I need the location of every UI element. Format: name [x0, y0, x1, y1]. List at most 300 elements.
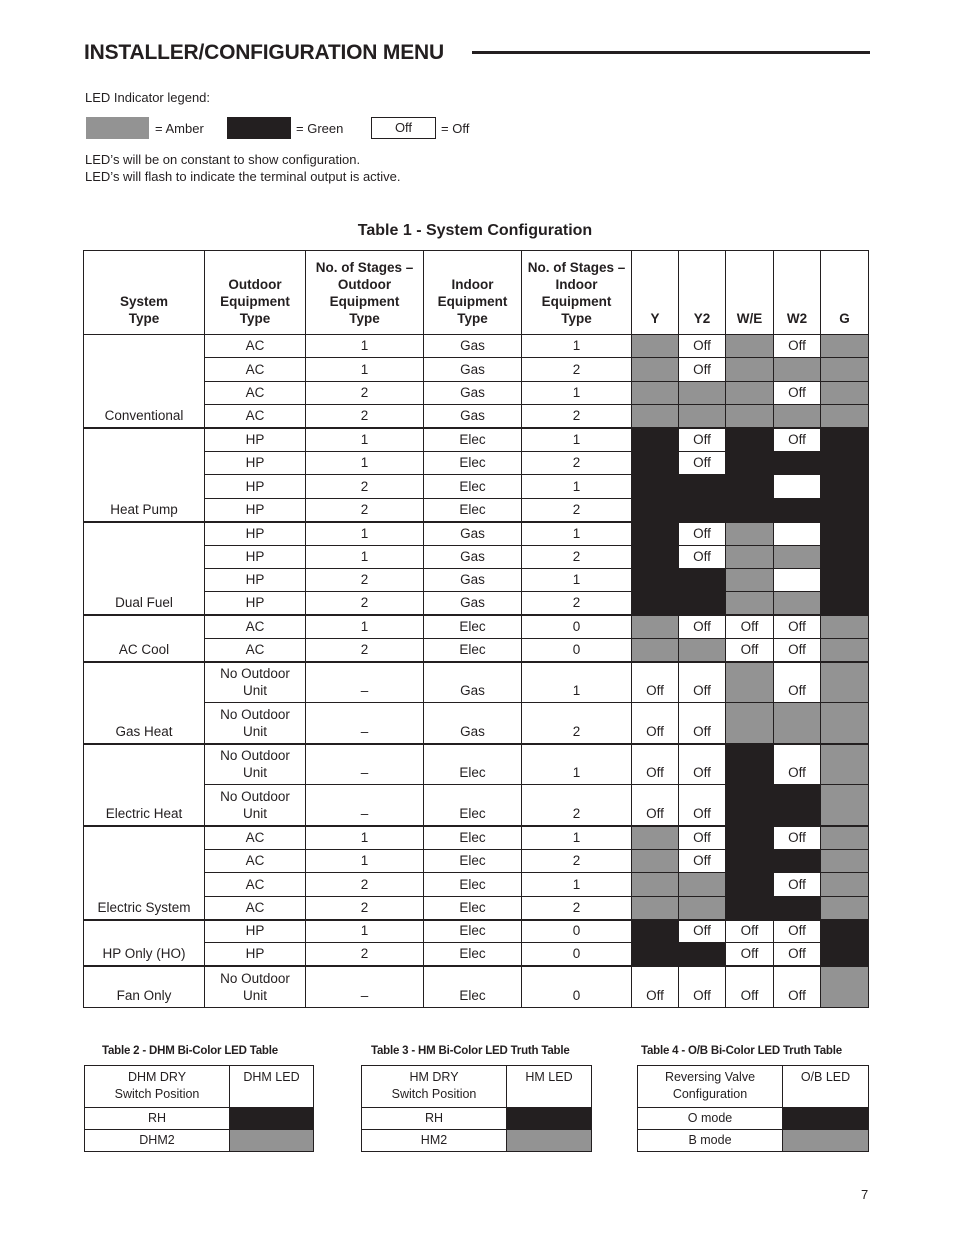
led-y2-off: Off [679, 335, 726, 358]
led-y-green [632, 428, 679, 451]
led-y2-off: Off [679, 358, 726, 381]
outdoor-stages-cell: 1 [306, 826, 424, 849]
table3-header-switch: HM DRY Switch Position [362, 1066, 507, 1108]
indoor-type-cell: Gas [424, 568, 522, 591]
table-row [362, 1130, 592, 1152]
outdoor-stages-cell: 2 [306, 943, 424, 966]
led-w-e-green [726, 849, 774, 872]
table2-header-led: DHM LED [230, 1066, 314, 1108]
indoor-type-cell: Elec [424, 873, 522, 896]
outdoor-stages-cell: 2 [306, 498, 424, 521]
led-w-e-green [726, 826, 774, 849]
led-w-e-green [726, 451, 774, 474]
led-y-amber [632, 896, 679, 919]
indoor-stages-cell: 1 [522, 522, 632, 545]
led-y-off: Off [632, 662, 679, 703]
outdoor-stages-cell: 2 [306, 896, 424, 919]
header-y: Y [632, 251, 679, 335]
led-w2-amber [774, 405, 821, 428]
legend-label: LED Indicator legend: [85, 90, 211, 105]
led-w-e-off: Off [726, 639, 774, 662]
table-row [85, 1130, 314, 1152]
outdoor-stages-cell: 1 [306, 920, 424, 943]
table3-row-label: RH [362, 1108, 507, 1130]
led-y-off: Off [632, 785, 679, 826]
led-y2-green [679, 498, 726, 521]
outdoor-stages-cell: – [306, 662, 424, 703]
system-type-cell: AC Cool [84, 615, 205, 662]
led-y2-amber [679, 405, 726, 428]
led-g-amber [821, 662, 869, 703]
indoor-stages-cell: 2 [522, 545, 632, 568]
led-w-e-amber [726, 662, 774, 703]
outdoor-stages-cell: 1 [306, 335, 424, 358]
outdoor-type-cell: HP [205, 920, 306, 943]
indoor-type-cell: Elec [424, 428, 522, 451]
outdoor-type-cell: AC [205, 335, 306, 358]
outdoor-type-cell: No Outdoor Unit [205, 966, 306, 1007]
outdoor-stages-cell: – [306, 744, 424, 785]
outdoor-stages-cell: 1 [306, 522, 424, 545]
header-rule [472, 51, 870, 54]
outdoor-type-cell: No Outdoor Unit [205, 744, 306, 785]
indoor-type-cell: Gas [424, 662, 522, 703]
led-w2-off: Off [774, 966, 821, 1007]
outdoor-type-cell: HP [205, 943, 306, 966]
outdoor-type-cell: AC [205, 826, 306, 849]
page-title: INSTALLER/CONFIGURATION MENU [84, 41, 444, 64]
outdoor-type-cell: HP [205, 545, 306, 568]
table-row [84, 744, 869, 785]
led-w2-off: Off [774, 639, 821, 662]
indoor-type-cell: Gas [424, 405, 522, 428]
indoor-stages-cell: 1 [522, 475, 632, 498]
indoor-stages-cell: 2 [522, 405, 632, 428]
outdoor-type-cell: HP [205, 522, 306, 545]
green-legend-text: = Green [296, 121, 344, 136]
indoor-stages-cell: 1 [522, 662, 632, 703]
led-cell-amber [507, 1130, 592, 1152]
outdoor-stages-cell: 1 [306, 615, 424, 638]
led-w-e-amber [726, 335, 774, 358]
indoor-stages-cell: 0 [522, 920, 632, 943]
indoor-type-cell: Gas [424, 335, 522, 358]
table3-header-led: HM LED [507, 1066, 592, 1108]
led-y2-off: Off [679, 966, 726, 1007]
indoor-type-cell: Gas [424, 522, 522, 545]
indoor-stages-cell: 0 [522, 615, 632, 638]
table-row [85, 1108, 314, 1130]
indoor-stages-cell: 2 [522, 703, 632, 744]
table4-row-label: B mode [638, 1130, 783, 1152]
led-y-green [632, 545, 679, 568]
indoor-stages-cell: 2 [522, 896, 632, 919]
header-g: G [821, 251, 869, 335]
led-w-e-off: Off [726, 943, 774, 966]
table1-header-row [84, 251, 869, 335]
table2-row-label: RH [85, 1108, 230, 1130]
outdoor-stages-cell: – [306, 785, 424, 826]
led-g-amber [821, 826, 869, 849]
amber-legend-text: = Amber [155, 121, 204, 136]
outdoor-stages-cell: 1 [306, 428, 424, 451]
led-y2-green [679, 943, 726, 966]
led-w2-blank [774, 568, 821, 591]
led-w2-amber [774, 358, 821, 381]
off-legend-text: = Off [441, 121, 470, 136]
led-y2-green [679, 475, 726, 498]
led-y-amber [632, 639, 679, 662]
led-g-amber [821, 381, 869, 404]
led-w-e-amber [726, 592, 774, 615]
led-g-amber [821, 966, 869, 1007]
led-y2-green [679, 568, 726, 591]
indoor-stages-cell: 1 [522, 335, 632, 358]
table4-title: Table 4 - O/B Bi-Color LED Truth Table [641, 1045, 842, 1057]
table-row [638, 1130, 869, 1152]
led-w-e-amber [726, 358, 774, 381]
led-g-green [821, 451, 869, 474]
outdoor-stages-cell: – [306, 966, 424, 1007]
led-g-amber [821, 744, 869, 785]
outdoor-type-cell: HP [205, 475, 306, 498]
indoor-type-cell: Gas [424, 592, 522, 615]
indoor-type-cell: Elec [424, 920, 522, 943]
led-y2-off: Off [679, 920, 726, 943]
led-w2-green [774, 498, 821, 521]
led-g-green [821, 475, 869, 498]
header-w-e: W/E [726, 251, 774, 335]
table-row [362, 1108, 592, 1130]
led-w2-off: Off [774, 335, 821, 358]
table3-title: Table 3 - HM Bi-Color LED Truth Table [371, 1045, 570, 1057]
led-w-e-green [726, 475, 774, 498]
led-w-e-green [726, 785, 774, 826]
led-y2-amber [679, 873, 726, 896]
led-g-amber [821, 896, 869, 919]
led-w2-amber [774, 545, 821, 568]
outdoor-type-cell: No Outdoor Unit [205, 785, 306, 826]
led-w-e-green [726, 896, 774, 919]
table-row [638, 1108, 869, 1130]
system-type-cell: Fan Only [84, 966, 205, 1007]
table-row [84, 662, 869, 703]
indoor-type-cell: Elec [424, 826, 522, 849]
table-row [84, 335, 869, 358]
led-g-green [821, 568, 869, 591]
led-w2-blank [774, 522, 821, 545]
led-g-amber [821, 615, 869, 638]
table4-row-label: O mode [638, 1108, 783, 1130]
led-y-amber [632, 873, 679, 896]
amber-swatch [86, 117, 149, 139]
indoor-stages-cell: 2 [522, 358, 632, 381]
outdoor-type-cell: AC [205, 358, 306, 381]
header-system-type: System Type [84, 251, 205, 335]
indoor-stages-cell: 0 [522, 966, 632, 1007]
off-swatch: Off [371, 117, 436, 139]
outdoor-stages-cell: 1 [306, 849, 424, 872]
outdoor-type-cell: AC [205, 873, 306, 896]
indoor-type-cell: Gas [424, 703, 522, 744]
indoor-type-cell: Elec [424, 849, 522, 872]
indoor-stages-cell: 2 [522, 849, 632, 872]
outdoor-stages-cell: 1 [306, 358, 424, 381]
led-w-e-amber [726, 703, 774, 744]
outdoor-type-cell: No Outdoor Unit [205, 703, 306, 744]
led-g-amber [821, 785, 869, 826]
led-w2-off: Off [774, 662, 821, 703]
table1-title: Table 1 - System Configuration [357, 222, 593, 239]
outdoor-stages-cell: 2 [306, 381, 424, 404]
led-w2-off: Off [774, 826, 821, 849]
indoor-type-cell: Elec [424, 498, 522, 521]
led-w2-off: Off [774, 381, 821, 404]
outdoor-type-cell: AC [205, 405, 306, 428]
led-w-e-off: Off [726, 615, 774, 638]
led-cell-amber [783, 1130, 869, 1152]
outdoor-stages-cell: 2 [306, 405, 424, 428]
led-w2-off: Off [774, 744, 821, 785]
indoor-stages-cell: 1 [522, 744, 632, 785]
table2-header-switch: DHM DRY Switch Position [85, 1066, 230, 1108]
outdoor-type-cell: AC [205, 381, 306, 404]
outdoor-stages-cell: 2 [306, 475, 424, 498]
led-g-amber [821, 405, 869, 428]
system-type-cell: Electric Heat [84, 744, 205, 826]
header-indoor-stages: No. of Stages – Indoor Equipment Type [522, 251, 632, 335]
led-y2-off: Off [679, 615, 726, 638]
led-w-e-amber [726, 522, 774, 545]
table-row [84, 966, 869, 1007]
led-w-e-amber [726, 545, 774, 568]
indoor-type-cell: Elec [424, 615, 522, 638]
outdoor-stages-cell: 2 [306, 592, 424, 615]
led-g-amber [821, 639, 869, 662]
indoor-stages-cell: 2 [522, 785, 632, 826]
led-g-amber [821, 873, 869, 896]
page-number: 7 [861, 1187, 869, 1202]
table1-body [84, 335, 869, 1008]
outdoor-type-cell: AC [205, 849, 306, 872]
outdoor-type-cell: HP [205, 428, 306, 451]
led-w-e-amber [726, 381, 774, 404]
led-w2-green [774, 451, 821, 474]
table3-row-label: HM2 [362, 1130, 507, 1152]
indoor-stages-cell: 2 [522, 451, 632, 474]
outdoor-type-cell: AC [205, 896, 306, 919]
led-y2-amber [679, 381, 726, 404]
indoor-type-cell: Elec [424, 451, 522, 474]
outdoor-type-cell: No Outdoor Unit [205, 662, 306, 703]
indoor-type-cell: Elec [424, 785, 522, 826]
table-row [84, 428, 869, 451]
outdoor-type-cell: AC [205, 615, 306, 638]
system-type-cell: HP Only (HO) [84, 920, 205, 967]
led-w2-green [774, 785, 821, 826]
led-w2-off: Off [774, 943, 821, 966]
indoor-stages-cell: 2 [522, 592, 632, 615]
led-y2-green [679, 592, 726, 615]
table3-header-row [362, 1066, 592, 1108]
table4-header-row [638, 1066, 869, 1108]
led-w2-green [774, 896, 821, 919]
led-y2-amber [679, 639, 726, 662]
table2-row-label: DHM2 [85, 1130, 230, 1152]
indoor-type-cell: Elec [424, 966, 522, 1007]
note-constant: LED’s will be on constant to show configuration. [85, 152, 361, 167]
system-type-cell: Gas Heat [84, 662, 205, 744]
outdoor-type-cell: HP [205, 568, 306, 591]
led-w-e-amber [726, 405, 774, 428]
led-g-amber [821, 335, 869, 358]
led-y2-off: Off [679, 451, 726, 474]
led-g-green [821, 498, 869, 521]
indoor-stages-cell: 1 [522, 826, 632, 849]
led-g-green [821, 920, 869, 943]
header-w2: W2 [774, 251, 821, 335]
table-row [84, 826, 869, 849]
led-w2-off: Off [774, 873, 821, 896]
led-y2-off: Off [679, 428, 726, 451]
outdoor-stages-cell: 1 [306, 545, 424, 568]
indoor-type-cell: Gas [424, 358, 522, 381]
header-outdoor-equipment-type: Outdoor Equipment Type [205, 251, 306, 335]
led-w-e-green [726, 498, 774, 521]
led-y-green [632, 920, 679, 943]
led-g-green [821, 428, 869, 451]
system-type-cell: Electric System [84, 826, 205, 920]
led-g-green [821, 522, 869, 545]
led-y-green [632, 592, 679, 615]
led-y2-off: Off [679, 826, 726, 849]
table-row [84, 615, 869, 638]
indoor-stages-cell: 0 [522, 943, 632, 966]
outdoor-stages-cell: 2 [306, 873, 424, 896]
system-type-cell: Heat Pump [84, 428, 205, 522]
led-w2-amber [774, 703, 821, 744]
led-y-amber [632, 381, 679, 404]
led-y2-off: Off [679, 785, 726, 826]
indoor-type-cell: Elec [424, 943, 522, 966]
outdoor-stages-cell: 2 [306, 639, 424, 662]
led-y2-off: Off [679, 849, 726, 872]
indoor-type-cell: Gas [424, 545, 522, 568]
led-y-green [632, 943, 679, 966]
note-flash: LED’s will flash to indicate the terminal output is active. [85, 169, 401, 184]
led-y2-off: Off [679, 545, 726, 568]
outdoor-type-cell: HP [205, 498, 306, 521]
led-g-amber [821, 703, 869, 744]
system-type-cell: Dual Fuel [84, 522, 205, 616]
outdoor-type-cell: HP [205, 451, 306, 474]
outdoor-stages-cell: – [306, 703, 424, 744]
led-y-off: Off [632, 703, 679, 744]
led-y-green [632, 475, 679, 498]
page-header [84, 40, 870, 68]
led-y-amber [632, 615, 679, 638]
led-w-e-off: Off [726, 920, 774, 943]
green-swatch [227, 117, 291, 139]
led-cell-green [230, 1108, 314, 1130]
led-y-amber [632, 405, 679, 428]
indoor-type-cell: Elec [424, 744, 522, 785]
indoor-stages-cell: 1 [522, 381, 632, 404]
indoor-stages-cell: 2 [522, 498, 632, 521]
system-configuration-table [83, 250, 869, 1008]
led-y2-off: Off [679, 703, 726, 744]
led-w2-blank [774, 475, 821, 498]
led-y-off: Off [632, 744, 679, 785]
led-w2-off: Off [774, 615, 821, 638]
led-w-e-green [726, 744, 774, 785]
led-y-amber [632, 849, 679, 872]
indoor-stages-cell: 0 [522, 639, 632, 662]
led-y-amber [632, 826, 679, 849]
header-outdoor-stages: No. of Stages – Outdoor Equipment Type [306, 251, 424, 335]
hm-led-table [361, 1065, 592, 1152]
led-cell-green [507, 1108, 592, 1130]
led-g-amber [821, 849, 869, 872]
indoor-stages-cell: 1 [522, 873, 632, 896]
led-y-off: Off [632, 966, 679, 1007]
indoor-type-cell: Elec [424, 639, 522, 662]
led-y2-amber [679, 896, 726, 919]
table-row [84, 920, 869, 943]
led-w2-off: Off [774, 428, 821, 451]
table-row [84, 522, 869, 545]
table2-header-row [85, 1066, 314, 1108]
led-w2-amber [774, 592, 821, 615]
dhm-led-table [84, 1065, 314, 1152]
led-w-e-green [726, 873, 774, 896]
led-y2-off: Off [679, 744, 726, 785]
led-y-amber [632, 335, 679, 358]
led-g-green [821, 545, 869, 568]
outdoor-stages-cell: 1 [306, 451, 424, 474]
table2-title: Table 2 - DHM Bi-Color LED Table [102, 1045, 278, 1057]
indoor-type-cell: Gas [424, 381, 522, 404]
indoor-type-cell: Elec [424, 896, 522, 919]
header-indoor-equipment-type: Indoor Equipment Type [424, 251, 522, 335]
led-y2-off: Off [679, 522, 726, 545]
led-g-green [821, 943, 869, 966]
ob-led-table [637, 1065, 869, 1152]
led-y-green [632, 568, 679, 591]
led-g-green [821, 592, 869, 615]
header-y2: Y2 [679, 251, 726, 335]
led-y-green [632, 522, 679, 545]
indoor-stages-cell: 1 [522, 428, 632, 451]
led-y-amber [632, 358, 679, 381]
led-y2-off: Off [679, 662, 726, 703]
outdoor-type-cell: AC [205, 639, 306, 662]
table4-header-led: O/B LED [783, 1066, 869, 1108]
led-g-amber [821, 358, 869, 381]
led-cell-green [783, 1108, 869, 1130]
led-w-e-off: Off [726, 966, 774, 1007]
led-w2-green [774, 849, 821, 872]
indoor-type-cell: Elec [424, 475, 522, 498]
led-y-green [632, 498, 679, 521]
led-w2-off: Off [774, 920, 821, 943]
outdoor-stages-cell: 2 [306, 568, 424, 591]
led-y-green [632, 451, 679, 474]
system-type-cell: Conventional [84, 335, 205, 429]
table4-header-valve: Reversing Valve Configuration [638, 1066, 783, 1108]
led-w-e-green [726, 428, 774, 451]
led-w-e-amber [726, 568, 774, 591]
